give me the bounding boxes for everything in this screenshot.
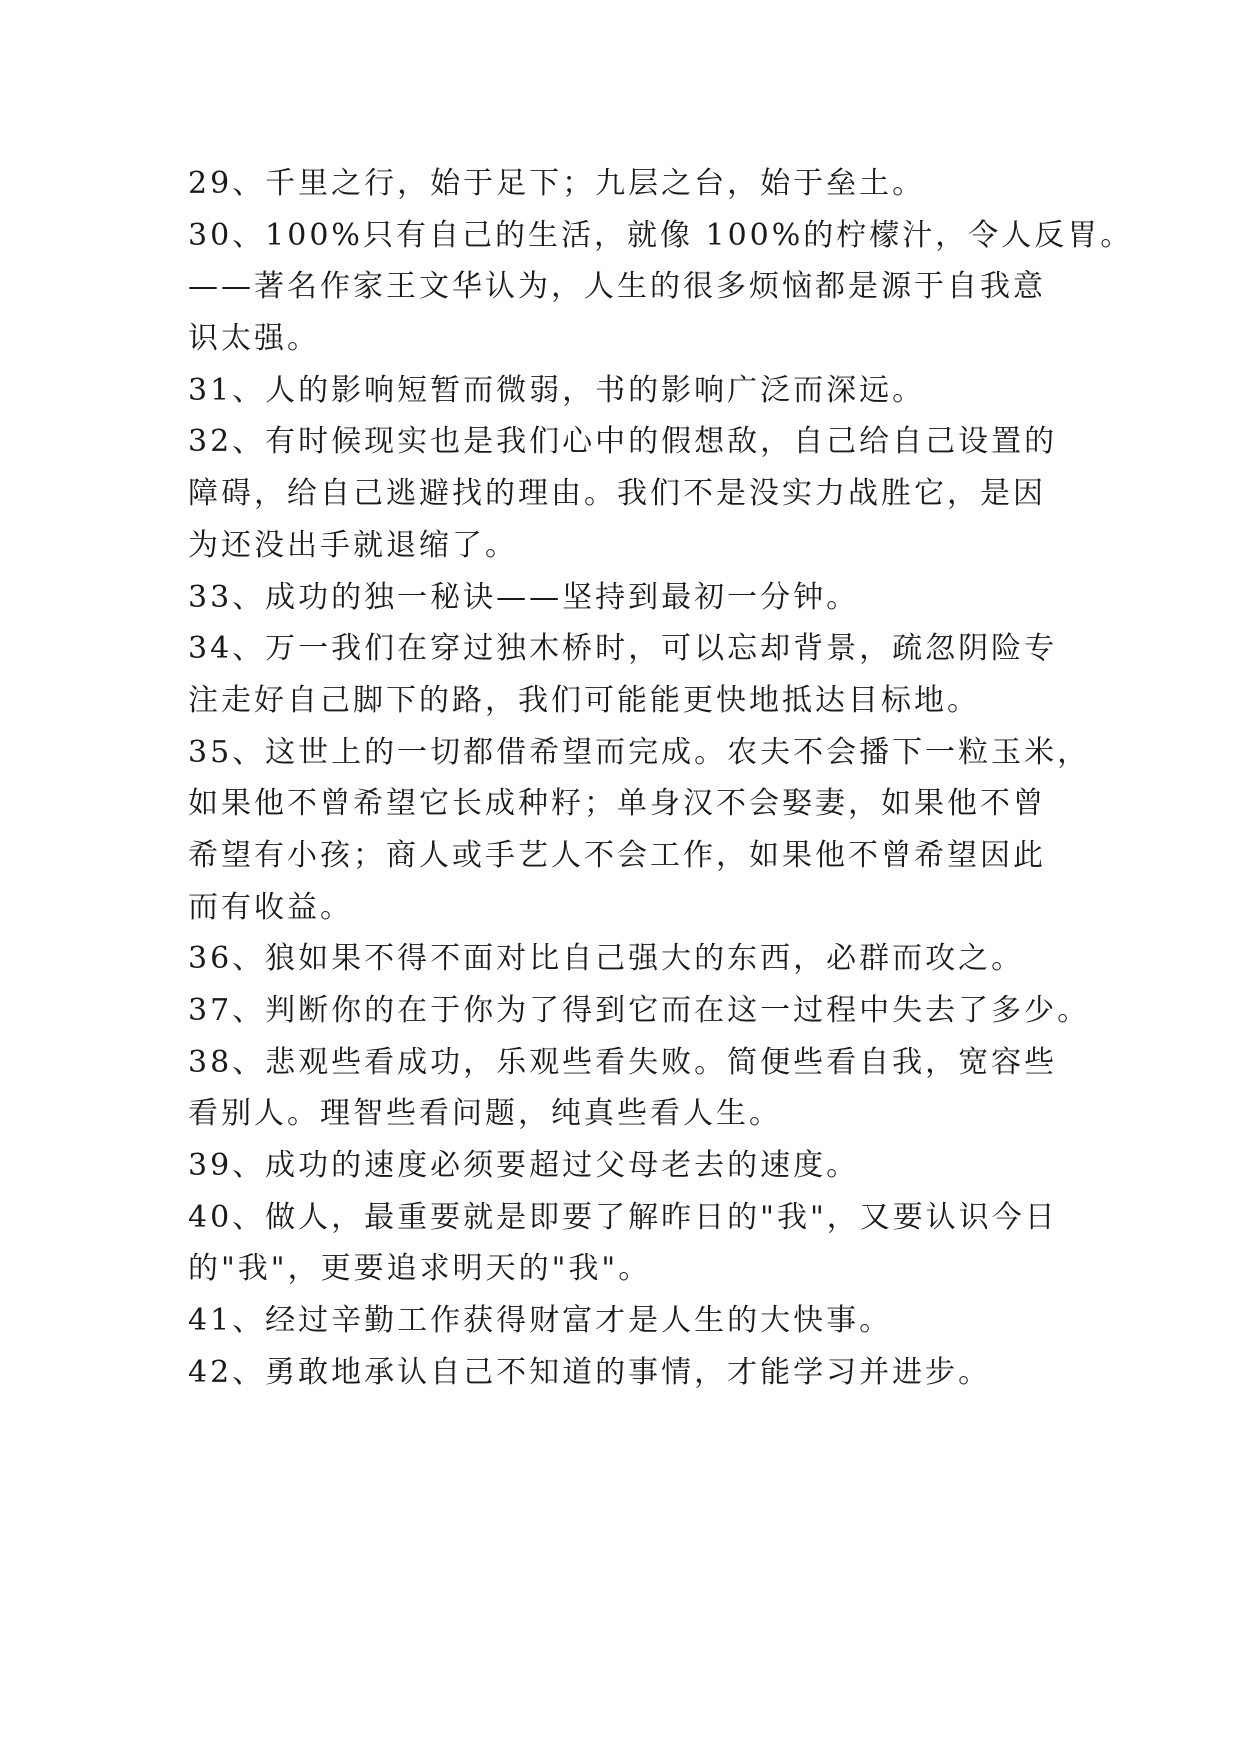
text-line: 41、经过辛勤工作获得财富才是人生的大快事。 <box>188 1303 893 1339</box>
text-line: 40、做人，最重要就是即要了解昨日的"我"，又要认识今日 <box>188 1199 1058 1235</box>
text-line: 如果他不曾希望它长成种籽；单身汉不会娶妻，如果他不曾 <box>188 786 1046 822</box>
text-line: 32、有时候现实也是我们心中的假想敌，自己给自己设置的 <box>188 424 1058 460</box>
text-line: 而有收益。 <box>188 889 353 925</box>
text-line: 39、成功的速度必须要超过父母老去的速度。 <box>188 1148 860 1184</box>
text-line: 34、万一我们在穿过独木桥时，可以忘却背景，疏忽阴险专 <box>188 631 1058 667</box>
text-line: 31、人的影响短暂而微弱，书的影响广泛而深远。 <box>188 372 926 408</box>
text-line: 看别人。理智些看问题，纯真些看人生。 <box>188 1096 782 1132</box>
text-line: 29、千里之行，始于足下；九层之台，始于垒土。 <box>188 166 926 201</box>
text-line: 37、判断你的在于你为了得到它而在这一过程中失去了多少。 <box>188 993 1091 1028</box>
text-line: 希望有小孩；商人或手艺人不会工作，如果他不曾希望因此 <box>188 837 1046 873</box>
text-line: 36、狼如果不得不面对比自己强大的东西，必群而攻之。 <box>188 941 1025 977</box>
text-line: 33、成功的独一秘诀——坚持到最初一分钟。 <box>188 579 860 615</box>
text-line: 识太强。 <box>188 321 320 357</box>
quote-list <box>188 158 1134 1399</box>
text-line: 38、悲观些看成功，乐观些看失败。简便些看自我，宽容些 <box>188 1044 1058 1080</box>
text-line: 35、这世上的一切都借希望而完成。农夫不会播下一粒玉米， <box>188 734 1091 770</box>
text-line: 为还没出手就退缩了。 <box>188 527 518 563</box>
text-line: 30、100%只有自己的生活，就像 100%的柠檬汁，令人反胃。 <box>188 217 1134 253</box>
text-line: 42、勇敢地承认自己不知道的事情，才能学习并进步。 <box>188 1354 992 1390</box>
text-line: 障碍，给自己逃避找的理由。我们不是没实力战胜它，是因 <box>188 476 1046 512</box>
text-line: 的"我"，更要追求明天的"我"。 <box>188 1251 652 1287</box>
text-line: 注走好自己脚下的路，我们可能能更快地抵达目标地。 <box>188 682 980 718</box>
text-line: ——著名作家王文华认为，人生的很多烦恼都是源于自我意 <box>188 269 1046 305</box>
